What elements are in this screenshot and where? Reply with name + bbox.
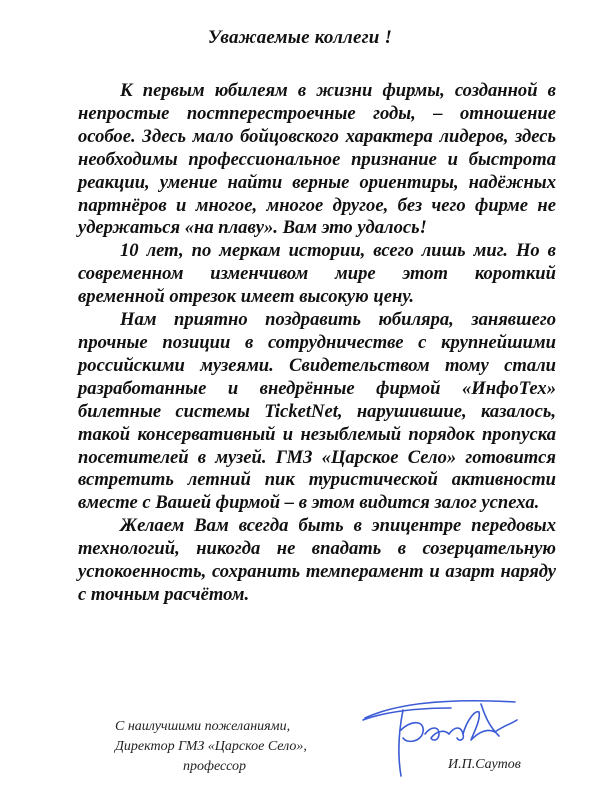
paragraph-1: К первым юбилеям в жизни фирмы, созданной в непростые постперестроечные годы, – отношение особое. Здесь мало бойцовского характера лидеров, здесь необходимы профессиональное признание и быстрота реакции, умение найти верные ориентиры, надёжных партнёров и многое, многое другое, без чего фирме не удержаться «на плаву». Вам это удалось! <box>78 80 556 239</box>
paragraph-3: Нам приятно поздравить юбиляра, занявшего прочные позиции в сотрудничестве с крупнейшими российскими музеями. Свидетельством тому стали разработанные и внедрённые фирмой «ИнфоТех» билетные системы TicketNet, нарушившие, казалось, такой консервативный и незыблемый порядок пропуска посетителей в музей. ГМЗ «Царское Село» готовится встретить летний пик туристической активности вместе с Вашей фирмой – в этом видится залог успеха. <box>78 309 556 514</box>
greeting: Уважаемые коллеги ! <box>207 27 393 48</box>
closing-wishes: С наилучшими пожеланиями, <box>115 719 291 734</box>
paragraph-4: Желаем Вам всегда быть в эпицентре передовых технологий, никогда не впадать в созерцательную успокоенность, сохранить темперамент и азарт наряду с точным расчётом. <box>78 515 556 605</box>
signer-name: И.П.Саутов <box>448 757 521 772</box>
letter-body <box>78 80 556 607</box>
signer-title: профессор <box>183 759 247 774</box>
paragraph-2: 10 лет, по меркам истории, всего лишь миг. Но в современном изменчивом мире этот короткий временной отрезок имеет высокую цену. <box>78 240 556 308</box>
closing-block <box>115 717 307 777</box>
signer-position: Директор ГМЗ «Царское Село», <box>115 739 307 754</box>
